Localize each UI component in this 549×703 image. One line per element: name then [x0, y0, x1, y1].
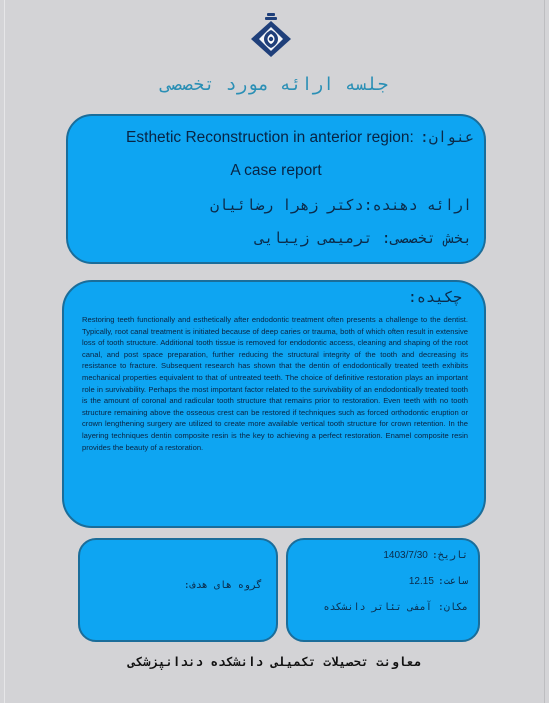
topic-title-row: [78, 128, 474, 147]
topic-title-line1: Esthetic Reconstruction in anterior region:: [126, 129, 414, 146]
time-label: ساعت:: [437, 576, 468, 587]
session-details-box: [286, 538, 480, 642]
topic-box: [66, 114, 486, 264]
date-label: تاریخ:: [431, 550, 468, 561]
abstract-title: چکیده:: [407, 288, 462, 306]
presenter-name: ارائه دهنده:دکتر زهرا رضائیان: [210, 196, 472, 214]
topic-label: عنوان:: [419, 128, 474, 146]
footer-organizer: معاونت تحصیلات تکمیلی دانشکده دندانپزشکی: [127, 654, 422, 669]
abstract-box: [62, 280, 486, 528]
target-groups-label: گروه های هدف:: [183, 580, 262, 591]
target-groups-box: [78, 538, 278, 642]
topic-title-line2: A case report: [230, 162, 322, 179]
session-title: جلسه ارائه مورد تخصصی: [160, 74, 389, 95]
place-label: مکان: آمفی تئاتر دانشکده: [323, 602, 468, 613]
date-value: 1403/7/30: [383, 550, 428, 561]
department-name: بخش تخصصی: ترمیمی زیبایی: [255, 229, 472, 247]
abstract-text: Restoring teeth functionally and esthetically after endodontic treatment often presents a challenge to the dentist. Typically, root canal treatment is initiated because of deep caries or trauma, both of which often result in extensive loss of tooth structure. Additional tooth tissue is removed for endodontic access, cleaning and shaping of the root canal, and post space preparation, further reducing the structural integrity of the tooth and decreasing its resistance to fracture. Subsequent research has shown that the dentin of endodontically treated teeth exhibits mechanical properties equivalent to that of untreated teeth. The choice of definitive restoration plays an important role in survivability. Perhaps the most important factor related to the survivability of an endodontically treated tooth is the amount of coronal and radicular tooth structure that remains prior to restoration. Even teeth with no tooth structure remaining above the osseous crest can be restored if techniques such as forced orthodontic eruption or crown lengthening surgery are utilized to create more available vertical tooth structure for crown retention. In the layering techniques dentin composite resin is the key to achieving a perfect restoration. Enamel composite resin provides the beauty of a restoration.: [82, 315, 468, 452]
time-value: 12.15: [408, 576, 434, 587]
logo-emblem-icon: [247, 12, 295, 60]
place-row: [298, 602, 468, 613]
time-row: [298, 576, 468, 587]
university-logo: [247, 12, 295, 60]
date-row: [298, 550, 468, 561]
